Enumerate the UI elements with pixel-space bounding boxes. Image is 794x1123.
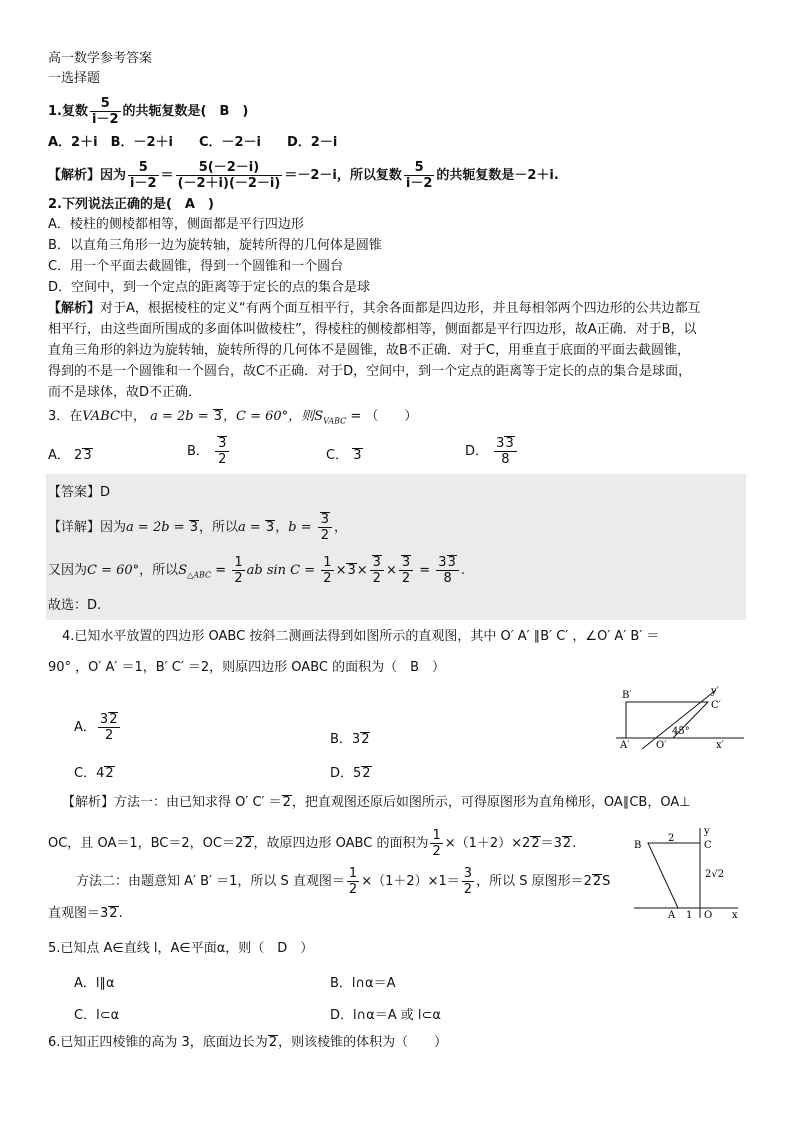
- question-5-stem: 5.已知点 A∈直线 l，A∈平面α，则（ D ）: [48, 941, 314, 956]
- question-2-option-a: A．棱柱的侧棱都相等，侧面都是平行四边形: [48, 217, 304, 232]
- question-3-option-c: C． 3: [326, 448, 362, 463]
- question-4-method-2-b: 直观图＝32.: [48, 906, 123, 921]
- question-3-option-b: B． $\frac{3}{2}$: [187, 436, 231, 467]
- question-4-option-a: A． $\frac{32}{2}$: [74, 712, 122, 743]
- question-4-method-2-a: 方法二：由题意知 A′ B′ ＝1，所以 S 直观图＝ $\frac{1}{2}$ ×（1＋2）×1＝ $\frac{3}{2}$ ，所以 S 原图形＝22S: [76, 866, 611, 897]
- label-b: B: [634, 840, 642, 851]
- label-c-prime: C′: [711, 700, 721, 711]
- question-1-options: A．2＋i B．－2＋i C．－2－i D．2－i: [48, 135, 338, 150]
- label-o: O: [704, 910, 713, 918]
- question-3-option-a: A． 23: [48, 448, 92, 463]
- section-title: 一选择题: [48, 71, 101, 86]
- label-oa-length: 1: [686, 910, 693, 918]
- question-5-option-a: A．l∥α: [74, 976, 115, 991]
- question-3-option-d: D． $\frac{33}{8}$: [465, 436, 519, 467]
- label-bc-length: 2: [668, 833, 675, 844]
- question-2-option-b: B．以直角三角形一边为旋转轴，旋转所得的几何体是圆锥: [48, 238, 382, 253]
- question-1-solution: 【解析】因为 $\frac{5}{i-2}$ ＝ $\frac{5(-2-i)}{(-2+i)(-2-i)}$ ＝－2－i，所以复数 $\frac{5}{i-2}$ 的共轭复数是－2＋i.: [48, 160, 559, 191]
- question-2-option-d: D．空间中，到一个定点的距离等于定长的点的集合是球: [48, 280, 371, 295]
- question-4-option-d: D．52: [330, 766, 371, 781]
- question-2-solution-2: 相平行，由这些面所围成的多面体叫做棱柱”，得棱柱的侧棱都相等，侧面都是平行四边形，故A正确．对于B，以: [48, 322, 697, 337]
- question-4-line-1: 4.已知水平放置的四边形 OABC 按斜二测画法得到如图所示的直观图，其中 O′ A′ ∥B′ C′ ，∠O′ A′ B′ ＝: [62, 629, 660, 644]
- oblique-view-figure: [612, 684, 746, 752]
- label-c: C: [704, 840, 712, 851]
- label-b-prime: B′: [622, 690, 632, 701]
- label-a-prime: A′: [620, 740, 630, 751]
- page-title: 高一数学参考答案: [48, 51, 153, 66]
- y-prime-axis: [642, 690, 716, 749]
- question-3-area-calc: 又因为C = 60°，所以$S_{\triangle ABC}$ = $\frac{1}{2}$ ab sin C = $\frac{1}{2}$ ×3× $\frac{3}{2}$ × $\frac{3}{2}$ = $\frac{33}{8}$ .: [48, 555, 465, 586]
- question-1: 1.复数 $\frac{5}{i-2}$ 的共轭复数是( B ): [48, 96, 249, 127]
- label-y: y: [704, 826, 710, 837]
- label-a: A: [668, 910, 676, 918]
- question-5-option-c: C．l⊂α: [74, 1008, 120, 1023]
- question-4-method-1-a: 【解析】方法一：由已知求得 O′ C′ ＝2，把直观图还原后如图所示，可得原图形为直角梯形，OA∥CB，OA⊥: [62, 795, 691, 810]
- question-3-answer: 【答案】D: [48, 485, 111, 500]
- question-5-option-b: B．l∩α＝A: [330, 976, 396, 991]
- question-4-method-1-b: OC，且 OA＝1，BC＝2，OC＝22，故原四边形 OABC 的面积为 $\frac{1}{2}$ ×（1＋2）×22＝32.: [48, 828, 577, 859]
- question-6-stem: 6.已知正四棱锥的高为 3，底面边长为2，则该棱锥的体积为（ ）: [48, 1035, 448, 1050]
- label-y-prime: y′: [711, 686, 719, 697]
- question-3-detail: 【详解】因为a = 2b = 3，所以a = 3，b = $\frac{3}{2}$ ，: [48, 512, 347, 543]
- quadrilateral-oblique: [626, 702, 708, 738]
- label-o-prime: O′: [656, 740, 667, 751]
- question-2-solution-1: 【解析】对于A，根据棱柱的定义“有两个面互相平行，其余各面都是四边形，并且每相邻两个四边形的公共边都互: [48, 301, 701, 316]
- trapezoid-original: [648, 843, 700, 908]
- label-oc-length: 2√2: [705, 869, 725, 880]
- question-4-option-b: B．32: [330, 732, 370, 747]
- question-4-option-c: C．42: [74, 766, 114, 781]
- question-2-solution-4: 得到的不是一个圆锥和一个圆台，故C不正确．对于D，空间中，到一个定点的距离等于定长的点的集合是球面，: [48, 364, 692, 379]
- answer-box: [46, 474, 746, 620]
- question-3-stem: 3．在VABC中， a = 2b = 3，C = 60°，则$S_{VABC}$ = （ ）: [48, 409, 418, 426]
- question-4-line-2: 90° ，O′ A′ ＝1，B′ C′ ＝2，则原四边形 OABC 的面积为（ B ）: [48, 660, 446, 675]
- question-3-conclusion: 故选：D.: [48, 598, 102, 613]
- original-shape-figure: [630, 822, 744, 918]
- question-5-option-d: D．l∩α＝A 或 l⊂α: [330, 1008, 441, 1023]
- question-2-stem: 2.下列说法正确的是( A ): [48, 197, 214, 212]
- angle-label: 45°: [672, 726, 690, 737]
- question-2-solution-5: 而不是球体，故D不正确．: [48, 385, 202, 400]
- label-x: x: [732, 910, 738, 918]
- question-2-solution-3: 直角三角形的斜边为旋转轴，旋转所得的几何体不是圆锥，故B不正确．对于C，用垂直于底面的平面去截圆锥，: [48, 343, 690, 358]
- label-x-prime: x′: [716, 740, 724, 751]
- question-2-option-c: C．用一个平面去截圆锥，得到一个圆锥和一个圆台: [48, 259, 344, 274]
